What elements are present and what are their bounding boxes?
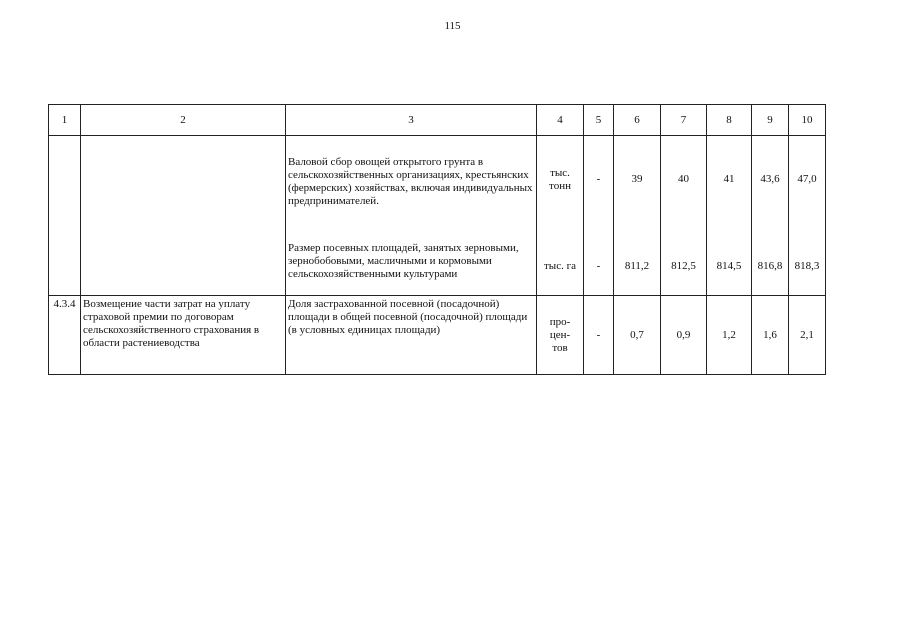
indicator-cell: Валовой сбор овощей открытого грунта в сельскохозяйственных организациях, крестьянских (фермерских) хозяйствах, включая индивидуальных предпринимателей. — [286, 136, 537, 224]
unit-line: цен- — [549, 328, 571, 341]
header-cell-3: 3 — [286, 105, 537, 136]
header-cell-8: 8 — [707, 105, 752, 136]
value-cell-10: 2,1 — [789, 296, 826, 375]
header-cell-1: 1 — [49, 105, 81, 136]
value-cell-9: 43,6 — [752, 136, 789, 224]
value-cell-9: 1,6 — [752, 296, 789, 375]
unit-line: про- — [549, 315, 571, 328]
header-cell-2: 2 — [81, 105, 286, 136]
page-number: 115 — [444, 20, 461, 32]
unit-cell — [537, 296, 584, 375]
value-cell-10: 47,0 — [789, 136, 826, 224]
base-value-cell: - — [584, 224, 614, 296]
value-cell-7: 812,5 — [661, 224, 707, 296]
value-cell-8: 814,5 — [707, 224, 752, 296]
unit-cell: тыс. га — [537, 224, 584, 296]
base-value-cell: - — [584, 296, 614, 375]
header-cell-7: 7 — [661, 105, 707, 136]
header-cell-4: 4 — [537, 105, 584, 136]
table-row — [49, 136, 826, 224]
header-cell-10: 10 — [789, 105, 826, 136]
measure-cell — [81, 136, 286, 224]
value-cell-8: 41 — [707, 136, 752, 224]
table-row — [49, 296, 826, 375]
indicator-cell: Доля застрахованной посевной (посадочной) площади в общей посевной (посадочной) площади (в условных единицах площади) — [286, 296, 537, 375]
unit-line: тов — [552, 341, 568, 354]
header-cell-5: 5 — [584, 105, 614, 136]
row-number-cell: 4.3.4 — [49, 296, 81, 375]
header-row — [49, 105, 826, 136]
value-cell-10: 818,3 — [789, 224, 826, 296]
measure-cell — [81, 224, 286, 296]
value-cell-7: 0,9 — [661, 296, 707, 375]
indicator-table — [48, 104, 826, 375]
value-cell-8: 1,2 — [707, 296, 752, 375]
unit-cell: тыс. тонн — [537, 136, 584, 224]
measure-cell: Возмещение части затрат на уплату страховой премии по договорам сельскохозяйственного страхования в области растениеводства — [81, 296, 286, 375]
value-cell-6: 811,2 — [614, 224, 661, 296]
value-cell-7: 40 — [661, 136, 707, 224]
header-cell-9: 9 — [752, 105, 789, 136]
value-cell-6: 39 — [614, 136, 661, 224]
header-cell-6: 6 — [614, 105, 661, 136]
value-cell-6: 0,7 — [614, 296, 661, 375]
value-cell-9: 816,8 — [752, 224, 789, 296]
indicator-cell: Размер посевных площадей, занятых зерновыми, зернобобовыми, масличными и кормовыми сельскохозяйственными культурами — [286, 224, 537, 296]
base-value-cell: - — [584, 136, 614, 224]
table-row — [49, 224, 826, 296]
row-number-cell — [49, 136, 81, 224]
row-number-cell — [49, 224, 81, 296]
